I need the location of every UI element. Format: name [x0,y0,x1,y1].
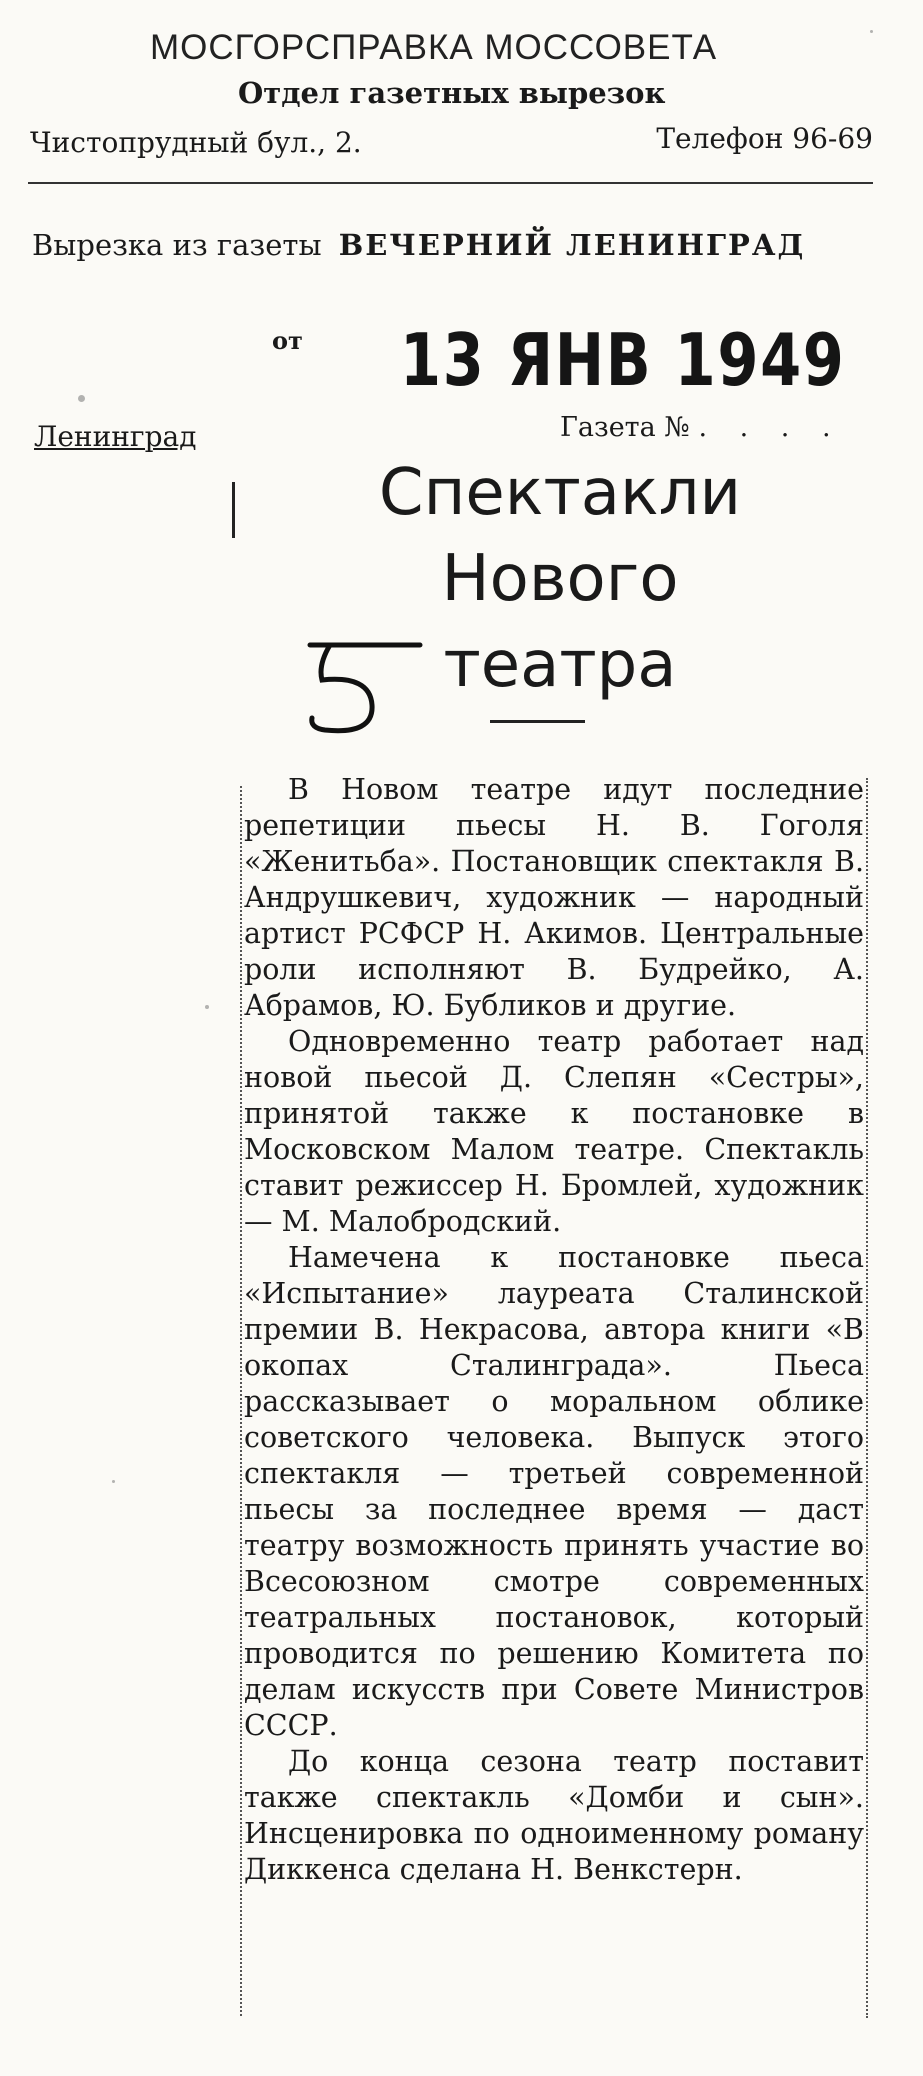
article-paragraph: В Новом театре идут последние репетиции пьесы Н. В. Гоголя «Женитьба». Постановщик спектакля В. Андрушкевич, художник — народный артист РСФСР Н. Акимов. Центральные роли исполняют В. Будрейко, А. Абрамов, Ю. Бубликов и другие. [244,773,864,1022]
print-speck [870,30,873,33]
print-speck [112,1480,115,1483]
print-speck [78,395,85,402]
department-title: Отдел газетных вырезок [238,76,666,110]
column-border-right [866,778,869,2018]
clipping-label: Вырезка из газеты [32,228,322,262]
headline-line: Спектакли [378,456,742,530]
header-divider [28,182,873,184]
gazeta-number [560,412,843,443]
phone: Телефон 96-69 [656,122,873,155]
gazeta-label: Газета № [560,412,690,443]
column-border-left [240,786,243,2016]
date-stamp: 13 ЯНВ 1949 [400,318,846,402]
margin-mark [232,482,235,538]
article-paragraph: До конца сезона театр поставит также спектакль «Домби и сын». Инсценировка по одноименному роману Диккенса сделана Н. Венкстерн. [244,1745,864,1886]
handwritten-mark [300,620,430,750]
article-paragraph: Намечена к постановке пьеса «Испытание» лауреата Сталинской премии В. Некрасова, автора книги «В окопах Сталинграда». Пьеса рассказывает о моральном облике советского человека. Выпуск этого спектакля — третьей современной пьесы за последнее время — даст театру возможность принять участие во Всесоюзном смотре современных театральных постановок, который проводится по решению Комитета по делам искусств при Совете Министров СССР. [244,1241,864,1742]
org-title: МОСГОРСПРАВКА МОССОВЕТА [150,28,718,67]
address: Чистопрудный бул., 2. [30,126,362,159]
gazeta-dots: . . . . [698,412,843,443]
date-prefix: от [272,326,303,355]
headline-line: Нового [441,542,679,616]
article-paragraph: Одновременно театр работает над новой пьесой Д. Слепян «Сестры», принятой также к постановке в Московском Малом театре. Спектакль ставит режиссер Н. Бромлей, художник — М. Малобродский. [244,1025,864,1238]
city-label: Ленинград [34,420,197,453]
article-body [244,772,864,1888]
newspaper-name: ВЕЧЕРНИЙ ЛЕНИНГРАД [338,228,806,262]
headline-line: театра [443,628,677,702]
clipping-source [32,228,805,262]
headline-divider [490,720,585,723]
print-speck [205,1005,209,1009]
